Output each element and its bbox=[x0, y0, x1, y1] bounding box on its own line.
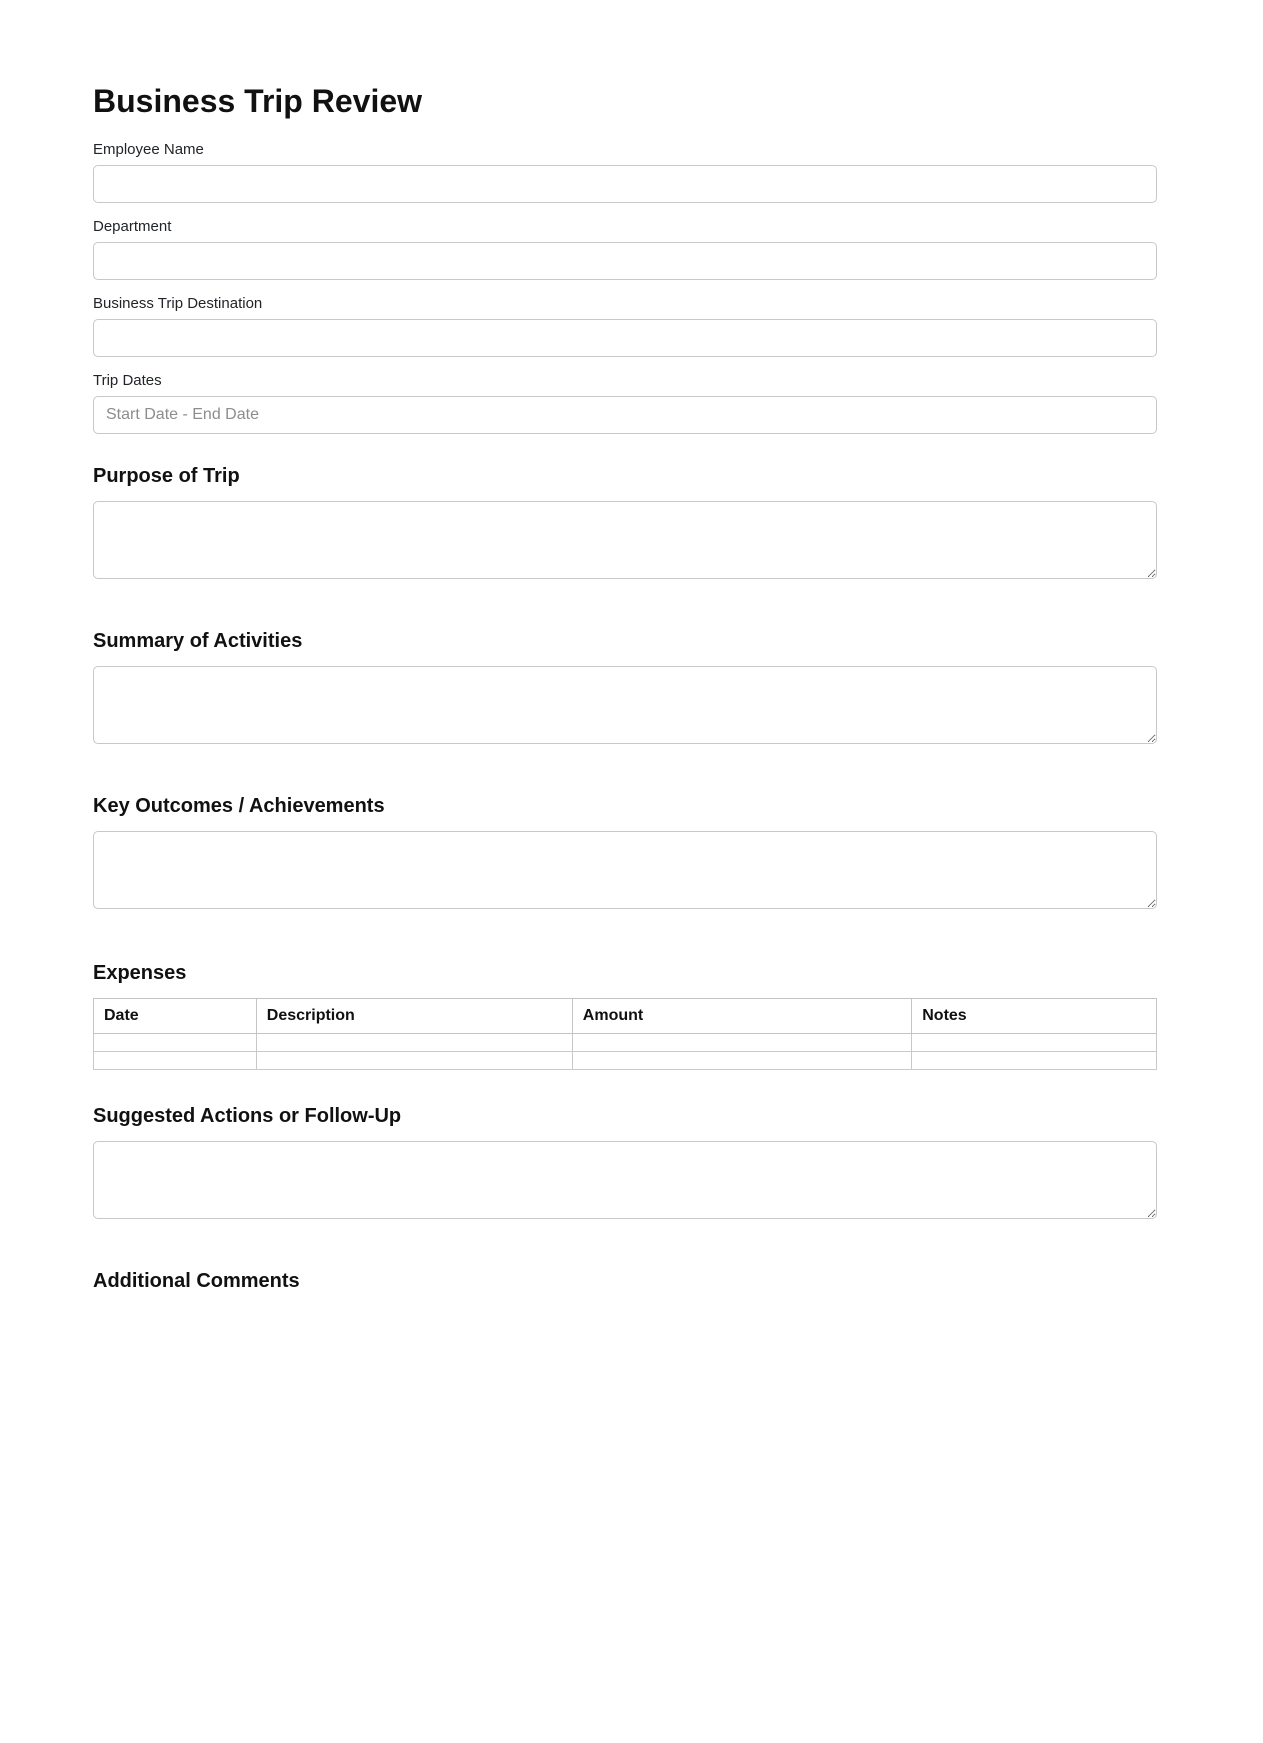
expense-description-cell[interactable] bbox=[256, 1052, 572, 1070]
purpose-of-trip-heading: Purpose of Trip bbox=[93, 465, 240, 487]
employee-name-input[interactable] bbox=[93, 165, 1157, 203]
expenses-heading: Expenses bbox=[93, 962, 187, 984]
destination-input[interactable] bbox=[93, 319, 1157, 357]
expenses-row bbox=[94, 1034, 1157, 1052]
section-purpose-of-trip bbox=[93, 464, 1157, 579]
expense-date-cell[interactable] bbox=[94, 1052, 257, 1070]
trip-dates-label: Trip Dates bbox=[93, 372, 162, 389]
expenses-row bbox=[94, 1052, 1157, 1070]
section-expenses bbox=[93, 961, 1157, 1070]
expense-description-cell[interactable] bbox=[256, 1034, 572, 1052]
section-additional-comments bbox=[93, 1269, 1157, 1293]
expenses-col-amount: Amount bbox=[572, 999, 911, 1034]
destination-label: Business Trip Destination bbox=[93, 295, 263, 312]
expenses-col-notes: Notes bbox=[912, 999, 1157, 1034]
page-title: Business Trip Review bbox=[93, 83, 423, 119]
section-suggested-actions bbox=[93, 1104, 1157, 1219]
expense-notes-cell[interactable] bbox=[912, 1034, 1157, 1052]
suggested-actions-textarea[interactable] bbox=[93, 1141, 1157, 1219]
department-input[interactable] bbox=[93, 242, 1157, 280]
field-employee-name bbox=[93, 139, 1157, 203]
expense-notes-cell[interactable] bbox=[912, 1052, 1157, 1070]
field-trip-dates bbox=[93, 370, 1157, 434]
department-label: Department bbox=[93, 218, 172, 235]
section-summary-of-activities bbox=[93, 629, 1157, 744]
summary-of-activities-textarea[interactable] bbox=[93, 666, 1157, 744]
field-destination bbox=[93, 293, 1157, 357]
purpose-of-trip-textarea[interactable] bbox=[93, 501, 1157, 579]
expenses-col-date: Date bbox=[94, 999, 257, 1034]
section-key-outcomes bbox=[93, 794, 1157, 909]
suggested-actions-heading: Suggested Actions or Follow-Up bbox=[93, 1105, 402, 1127]
additional-comments-heading: Additional Comments bbox=[93, 1270, 300, 1292]
field-department bbox=[93, 216, 1157, 280]
trip-dates-input[interactable] bbox=[93, 396, 1157, 434]
employee-name-label: Employee Name bbox=[93, 141, 204, 158]
expenses-table bbox=[93, 998, 1157, 1070]
expense-amount-cell[interactable] bbox=[572, 1052, 911, 1070]
expense-date-cell[interactable] bbox=[94, 1034, 257, 1052]
expenses-col-description: Description bbox=[256, 999, 572, 1034]
summary-of-activities-heading: Summary of Activities bbox=[93, 630, 303, 652]
expense-amount-cell[interactable] bbox=[572, 1034, 911, 1052]
expenses-header-row bbox=[94, 999, 1157, 1034]
key-outcomes-textarea[interactable] bbox=[93, 831, 1157, 909]
key-outcomes-heading: Key Outcomes / Achievements bbox=[93, 795, 385, 817]
